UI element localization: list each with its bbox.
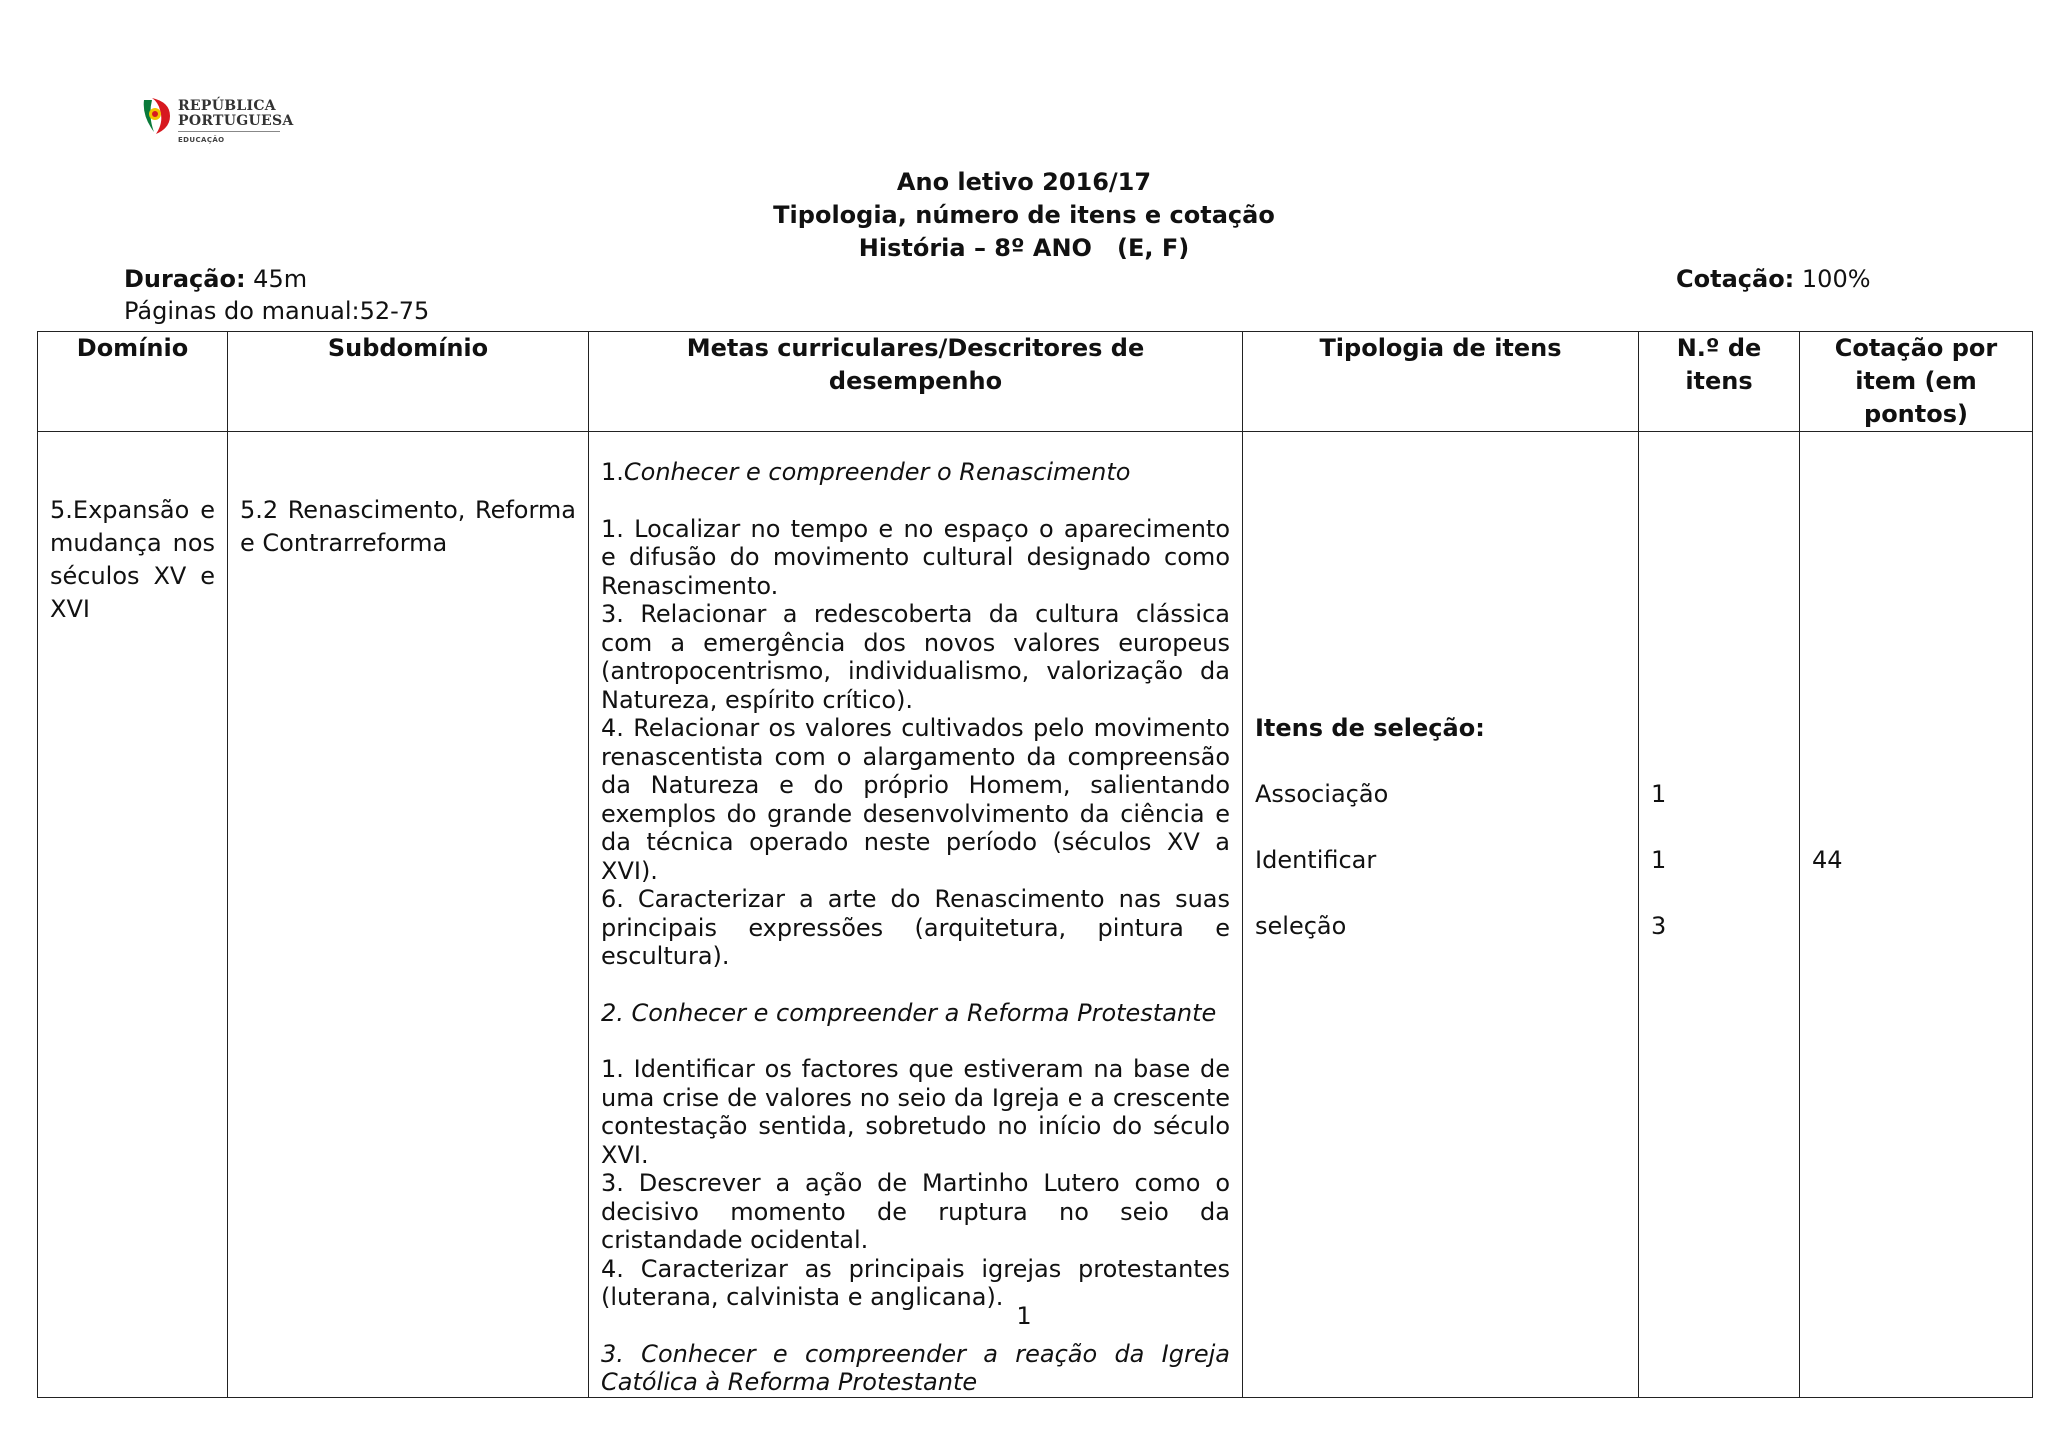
- descriptor-2-1: 1. Identificar os factores que estiveram na base de uma crise de valores no seio da Igreja e a crescente contestação sentida, sobretudo no início do século XVI.: [601, 1055, 1230, 1169]
- header-tipologia: Tipologia de itens: [1243, 332, 1639, 432]
- header-subdominio: Subdomínio: [228, 332, 589, 432]
- duration: [124, 263, 307, 295]
- descriptor-1-3: 3. Relacionar a redescoberta da cultura clássica com a emergência dos novos valores europeus (antropocentrismo, individualismo, valorização da Natureza, espírito crítico).: [601, 600, 1230, 714]
- descriptor-1-1: 1. Localizar no tempo e no espaço o aparecimento e difusão do movimento cultural designado como Renascimento.: [601, 514, 1230, 600]
- table-row: [38, 432, 2033, 1398]
- meta-1-number: 1.: [601, 458, 624, 486]
- duration-label: Duração:: [124, 265, 246, 293]
- meta-1-title: [601, 458, 1230, 487]
- tipologia-heading: Itens de seleção:: [1255, 714, 1485, 742]
- school-year-title: Ano letivo 2016/17: [896, 168, 1152, 196]
- logo-line-1: REPÚBLICA: [178, 98, 276, 114]
- cell-dominio: 5.Expansão e mudança nos séculos XV e XVI: [38, 432, 228, 1398]
- document-header: [0, 166, 2048, 265]
- page-number: 1: [1016, 1302, 1032, 1330]
- tipologia-associacao: Associação: [1255, 780, 1389, 808]
- logo-line-2: PORTUGUESA: [178, 113, 294, 129]
- republica-portuguesa-logo: [140, 94, 294, 154]
- tipologia-identificar: Identificar: [1255, 846, 1377, 874]
- descriptor-2-3: 3. Descrever a ação de Martinho Lutero como o decisivo momento de ruptura no seio da cristandade ocidental.: [601, 1169, 1230, 1254]
- meta-1-text: Conhecer e compreender o Renascimento: [623, 458, 1131, 486]
- manual-pages: Páginas do manual:52-75: [124, 297, 430, 325]
- meta-2-title: 2. Conhecer e compreender a Reforma Protestante: [601, 998, 1217, 1027]
- header-cotacao: Cotação por item (em pontos): [1800, 332, 2033, 432]
- total-score-value: 100%: [1794, 265, 1871, 293]
- tipologia-selecao: seleção: [1255, 912, 1347, 940]
- cell-metas: [589, 432, 1243, 1398]
- n-itens-associacao: 1: [1651, 780, 1667, 808]
- subject-title: História – 8º ANO (E, F): [858, 234, 1190, 262]
- header-metas: Metas curriculares/Descritores de desempenho: [589, 332, 1243, 432]
- cell-cotacao: 44: [1800, 432, 2033, 1398]
- coat-of-arms-icon: [140, 94, 174, 136]
- descriptor-1-6: 6. Caracterizar a arte do Renascimento nas suas principais expressões (arquitetura, pintura e escultura).: [601, 885, 1230, 970]
- header-n-itens: N.º de itens: [1639, 332, 1800, 432]
- typology-title: Tipologia, número de itens e cotação: [773, 201, 1275, 229]
- n-itens-selecao: 3: [1651, 912, 1667, 940]
- duration-value: 45m: [245, 265, 308, 293]
- logo-divider: [178, 131, 280, 132]
- n-itens-identificar: 1: [1651, 846, 1667, 874]
- meta-3-title: 3. Conhecer e compreender a reação da Igreja Católica à Reforma Protestante: [601, 1339, 1230, 1396]
- descriptor-1-4: 4. Relacionar os valores cultivados pelo movimento renascentista com o alargamento da compreensão da Natureza e do próprio Homem, salientando exemplos do grande desenvolvimento da ciência e da técnica operado neste período (séculos XV a XVI).: [601, 714, 1230, 885]
- cell-n-itens: [1639, 432, 1800, 1398]
- cell-subdominio: 5.2 Renascimento, Reforma e Contrarreforma: [228, 432, 589, 1398]
- cell-tipologia: [1243, 432, 1639, 1398]
- table-header-row: [38, 332, 2033, 432]
- header-dominio: Domínio: [38, 332, 228, 432]
- logo-line-3: EDUCAÇÃO: [178, 136, 225, 144]
- total-score: [1676, 263, 1871, 295]
- assessment-table: [37, 331, 2033, 1398]
- total-score-label: Cotação:: [1676, 265, 1795, 293]
- descriptor-2-4: 4. Caracterizar as principais igrejas protestantes (luterana, calvinista e anglicana).: [601, 1254, 1230, 1311]
